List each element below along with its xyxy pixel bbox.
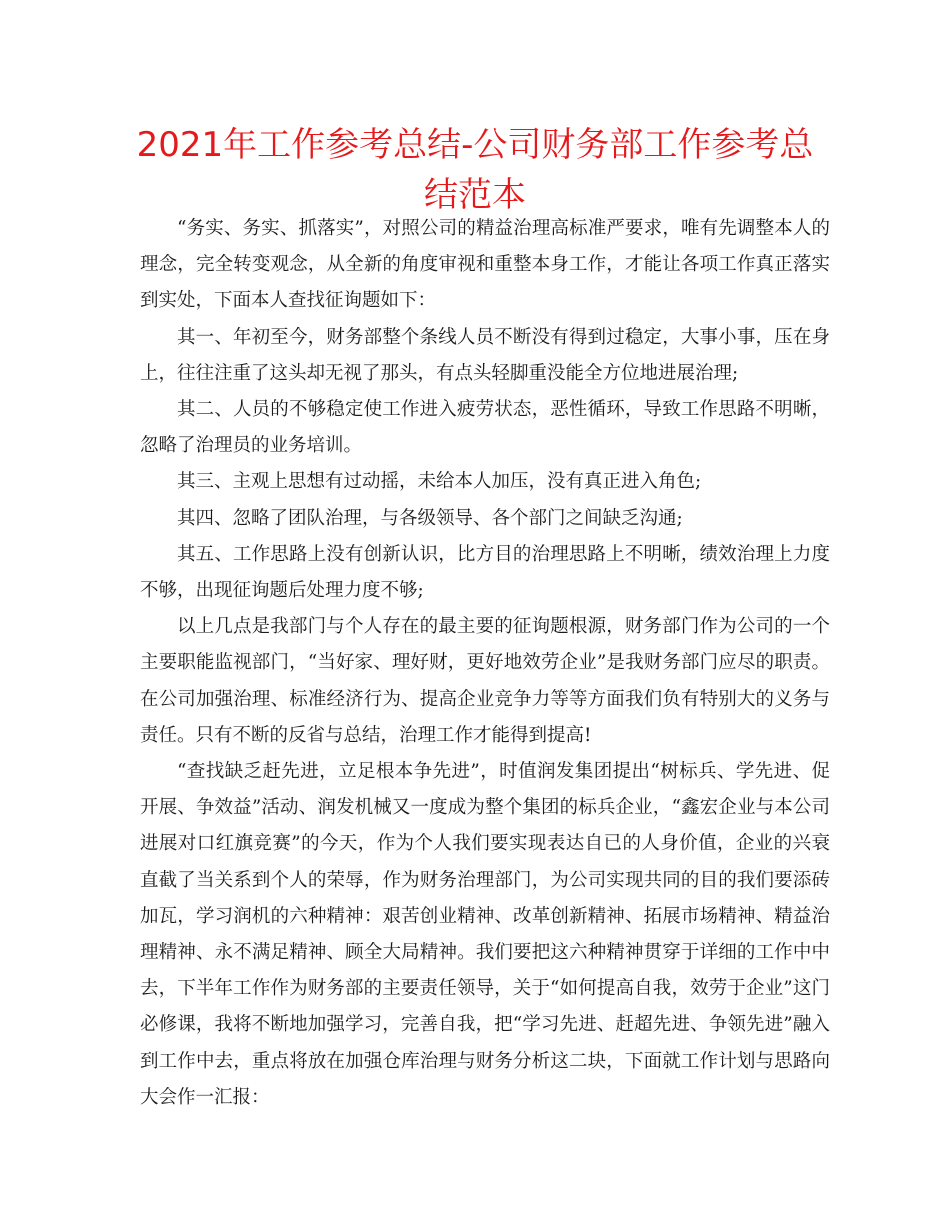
document-title: 2021年工作参考总结-公司财务部工作参考总结范本 [136,125,814,215]
document-body [140,211,830,1116]
paragraph-plan: “查找缺乏赶先进，立足根本争先进”，时值润发集团提出“树标兵、学先进、促开展、争效益”活动、润发机械又一度成为整个集团的标兵企业，“鑫宏企业与本公司进展对口红旗竞赛”的今天，作为个人我们要实现表达自已的人身价值，企业的兴衰直截了当关系到个人的荣辱，作为财务治理部门，为公司实现共同的目的我们要添砖加瓦，学习润机的六种精神：艰苦创业精神、改革创新精神、拓展市场精神、精益治理精神、永不满足精神、顾全大局精神。我们要把这六种精神贯穿于详细的工作中中去，下半年工作作为财务部的主要责任领导，关于“如何提高自我，效劳于企业”这门必修课，我将不断地加强学习，完善自我，把“学习先进、赶超先进、争领先进”融入到工作中去，重点将放在加强仓库治理与财务分析这二块，下面就工作计划与思路向大会作一汇报： [140,761,830,1108]
paragraph-issue-4: 其四、忽略了团队治理，与各级领导、各个部门之间缺乏沟通; [177,507,683,529]
paragraph-issue-2: 其二、人员的不够稳定使工作进入疲劳状态，恶性循环，导致工作思路不明晰，忽略了治理员的业务培训。 [140,399,830,457]
paragraph-issue-3: 其三、主观上思想有过动摇，未给本人加压，没有真正进入角色; [177,471,702,493]
paragraph-issue-1: 其一、年初至今，财务部整个条线人员不断没有得到过稳定，大事小事，压在身上，往往注重了这头却无视了那头，有点头轻脚重没能全方位地进展治理; [140,326,830,384]
paragraph-issue-5: 其五、工作思路上没有创新认识，比方目的治理思路上不明晰，绩效治理上力度不够，出现征询题后处理力度不够; [140,543,830,602]
paragraph-summary: 以上几点是我部门与个人存在的最主要的征询题根源，财务部门作为公司的一个主要职能监视部门，“当好家、理好财，更好地效劳企业”是我财务部门应尽的职责。在公司加强治理、标准经济行为、提高企业竞争力等等方面我们负有特别大的义务与责任。只有不断的反省与总结，治理工作才能得到提高! [140,616,830,746]
paragraph-intro: “务实、务实、抓落实”，对照公司的精益治理高标准严要求，唯有先调整本人的理念，完全转变观念，从全新的角度审视和重整本身工作，才能让各项工作真正落实到实处，下面本人查找征询题如下： [140,218,830,312]
